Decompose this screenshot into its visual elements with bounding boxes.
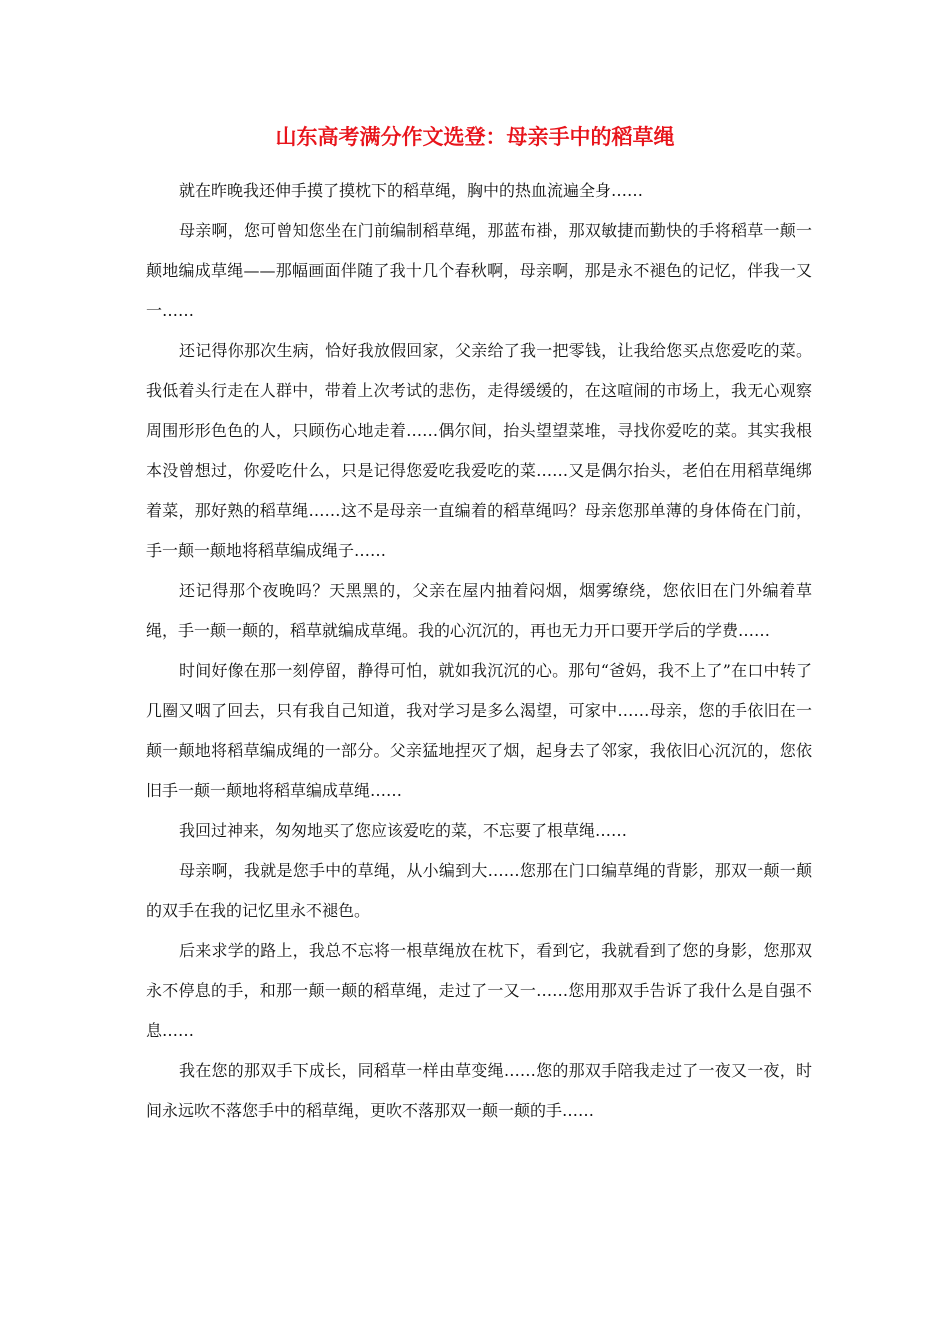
essay-title: 山东高考满分作文选登：母亲手中的稻草绳	[275, 124, 675, 149]
paragraph-6: 我回过神来，匆匆地买了您应该爱吃的菜，不忘要了根草绳……	[179, 821, 628, 840]
paragraph-8: 后来求学的路上，我总不忘将一根草绳放在枕下，看到它，我就看到了您的身影，您那双永不停息的手，和那一颠一颠的稻草绳，走过了一又一……您用那双手告诉了我什么是自强不息……	[146, 941, 812, 1040]
paragraph-2: 母亲啊，您可曾知您坐在门前编制稻草绳，那蓝布褂，那双敏捷而勤快的手将稻草一颠一颠地编成草绳——那幅画面伴随了我十几个春秋啊，母亲啊，那是永不褪色的记忆，伴我一又一……	[146, 221, 812, 320]
essay-body	[146, 171, 812, 1131]
paragraph-1: 就在昨晚我还伸手摸了摸枕下的稻草绳，胸中的热血流遍全身……	[179, 181, 644, 200]
paragraph-9: 我在您的那双手下成长，同稻草一样由草变绳……您的那双手陪我走过了一夜又一夜，时间永远吹不落您手中的稻草绳，更吹不落那双一颠一颠的手……	[146, 1061, 812, 1120]
paragraph-7: 母亲啊，我就是您手中的草绳，从小编到大……您那在门口编草绳的背影，那双一颠一颠的双手在我的记忆里永不褪色。	[146, 861, 812, 920]
paragraph-3: 还记得你那次生病，恰好我放假回家，父亲给了我一把零钱，让我给您买点您爱吃的菜。我低着头行走在人群中，带着上次考试的悲伤，走得缓缓的，在这喧闹的市场上，我无心观察周围形形色色的人，只顾伤心地走着……偶尔间，抬头望望菜堆，寻找你爱吃的菜。其实我根本没曾想过，你爱吃什么，只是记得您爱吃我爱吃的菜……又是偶尔抬头，老伯在用稻草绳绑着菜，那好熟的稻草绳……这不是母亲一直编着的稻草绳吗？母亲您那单薄的身体倚在门前，手一颠一颠地将稻草编成绳子……	[146, 341, 812, 560]
paragraph-5: 时间好像在那一刻停留，静得可怕，就如我沉沉的心。那句“爸妈，我不上了”在口中转了几圈又咽了回去，只有我自己知道，我对学习是多么渴望，可家中……母亲，您的手依旧在一颠一颠地将稻草编成绳的一部分。父亲猛地捏灭了烟，起身去了邻家，我依旧心沉沉的，您依旧手一颠一颠地将稻草编成草绳……	[146, 661, 812, 800]
paragraph-4: 还记得那个夜晚吗？天黑黑的，父亲在屋内抽着闷烟，烟雾缭绕，您依旧在门外编着草绳，手一颠一颠的，稻草就编成草绳。我的心沉沉的，再也无力开口要开学后的学费……	[146, 581, 812, 640]
